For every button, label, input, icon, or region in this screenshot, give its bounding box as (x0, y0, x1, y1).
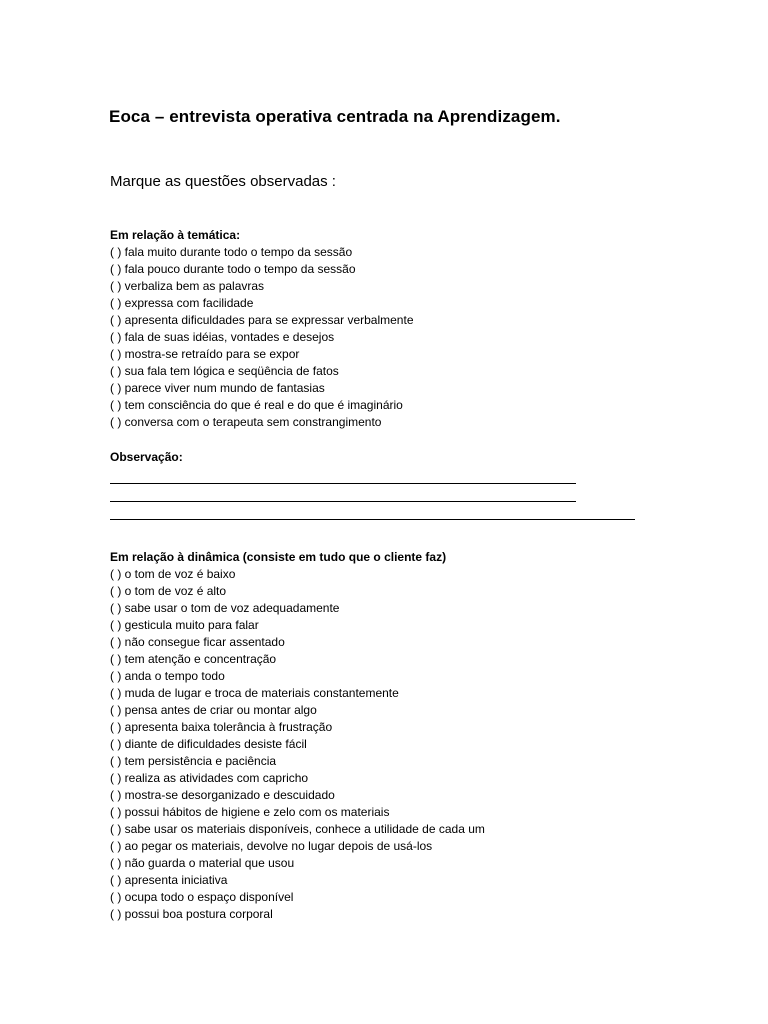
checklist-item: ( ) verbaliza bem as palavras (110, 279, 265, 293)
checklist-item: ( ) apresenta baixa tolerância à frustração (110, 720, 333, 734)
checklist-item: ( ) o tom de voz é baixo (110, 567, 236, 581)
checklist-item: ( ) tem persistência e paciência (110, 754, 277, 768)
checklist-item: ( ) sua fala tem lógica e seqüência de fatos (110, 364, 339, 378)
page-title: Eoca – entrevista operativa centrada na Aprendizagem. (109, 107, 561, 126)
checklist-item: ( ) mostra-se retraído para se expor (110, 347, 300, 361)
page-subtitle: Marque as questões observadas : (110, 173, 336, 190)
section-tematica (110, 227, 414, 431)
checklist-item: ( ) possui hábitos de higiene e zelo com os materiais (110, 805, 390, 819)
checklist-item: ( ) realiza as atividades com capricho (110, 771, 309, 785)
checklist-item: ( ) diante de dificuldades desiste fácil (110, 737, 307, 751)
observation-block (110, 449, 635, 520)
checklist-item: ( ) conversa com o terapeuta sem constrangimento (110, 415, 382, 429)
checklist-item: ( ) não guarda o material que usou (110, 856, 295, 870)
checklist-item: ( ) ocupa todo o espaço disponível (110, 890, 294, 904)
checklist-item: ( ) não consegue ficar assentado (110, 635, 285, 649)
section-heading-tematica: Em relação à temática: (110, 228, 241, 242)
checklist-item: ( ) gesticula muito para falar (110, 618, 259, 632)
checklist-item: ( ) possui boa postura corporal (110, 907, 273, 921)
checklist-item: ( ) fala muito durante todo o tempo da sessão (110, 245, 353, 259)
checklist-item: ( ) fala de suas idéias, vontades e desejos (110, 330, 335, 344)
checklist-item: ( ) sabe usar os materiais disponíveis, conhece a utilidade de cada um (110, 822, 485, 836)
section-dinamica (110, 549, 485, 923)
checklist-item: ( ) apresenta dificuldades para se expressar verbalmente (110, 313, 414, 327)
checklist-item: ( ) expressa com facilidade (110, 296, 254, 310)
checklist-item: ( ) parece viver num mundo de fantasias (110, 381, 325, 395)
observation-line (110, 466, 576, 484)
checklist-item: ( ) anda o tempo todo (110, 669, 225, 683)
checklist-item: ( ) tem consciência do que é real e do que é imaginário (110, 398, 403, 412)
checklist-item: ( ) apresenta iniciativa (110, 873, 228, 887)
checklist-item: ( ) mostra-se desorganizado e descuidado (110, 788, 335, 802)
observation-line (110, 502, 635, 520)
checklist-item: ( ) ao pegar os materiais, devolve no lugar depois de usá-los (110, 839, 433, 853)
checklist-item: ( ) fala pouco durante todo o tempo da sessão (110, 262, 356, 276)
section-heading-dinamica: Em relação à dinâmica (consiste em tudo que o cliente faz) (110, 550, 447, 564)
observation-label: Observação: (110, 450, 183, 464)
observation-line (110, 484, 576, 502)
checklist-item: ( ) pensa antes de criar ou montar algo (110, 703, 317, 717)
checklist-item: ( ) o tom de voz é alto (110, 584, 227, 598)
checklist-item: ( ) tem atenção e concentração (110, 652, 277, 666)
checklist-item: ( ) sabe usar o tom de voz adequadamente (110, 601, 340, 615)
checklist-item: ( ) muda de lugar e troca de materiais constantemente (110, 686, 399, 700)
